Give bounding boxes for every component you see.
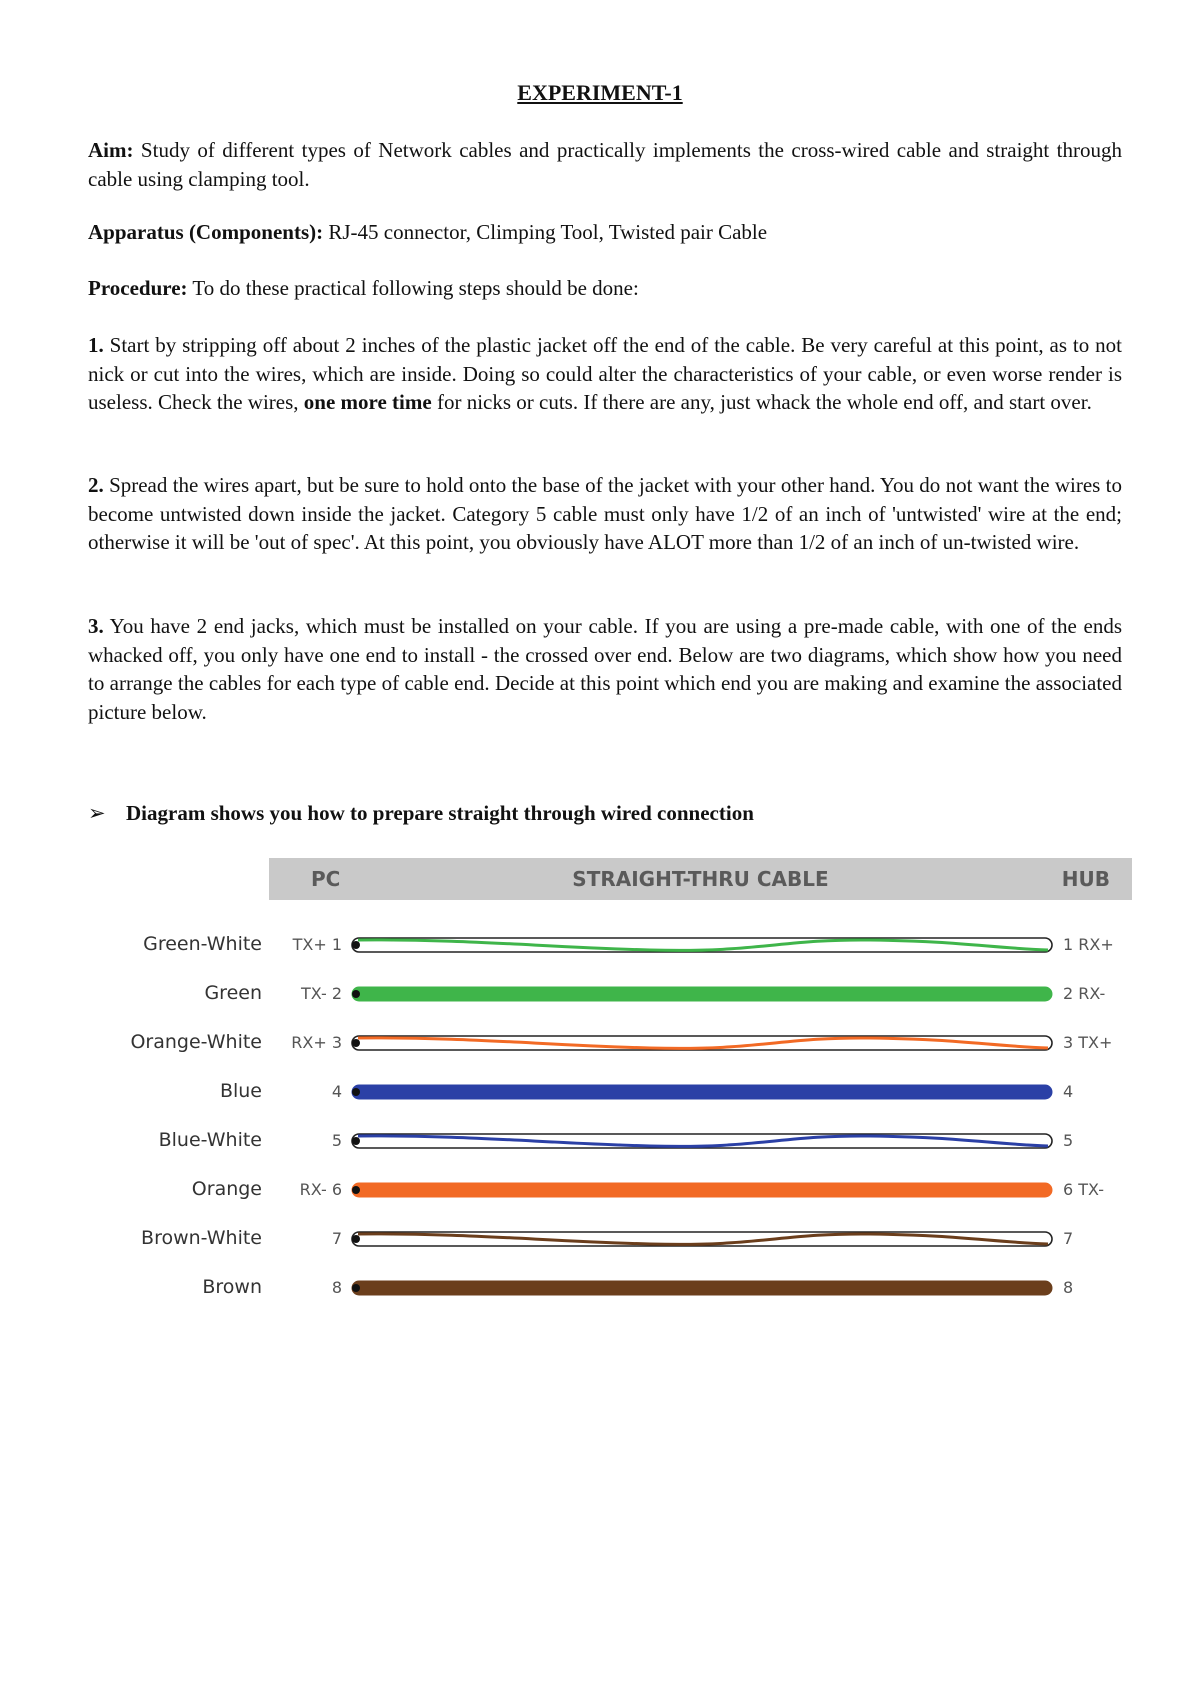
wire-color-name: Green-White xyxy=(143,933,262,955)
wire-graphic xyxy=(350,983,1055,1005)
step-3-number: 3. xyxy=(88,614,104,638)
step-1-emphasis: one more time xyxy=(303,390,432,414)
wire-connector-dot xyxy=(352,1039,360,1047)
header-pc-label: PC xyxy=(311,867,341,891)
procedure-label: Procedure: xyxy=(88,276,188,300)
wire-connector-dot xyxy=(352,1235,360,1243)
wire-graphic xyxy=(350,1032,1055,1054)
wire-connector-dot xyxy=(352,1088,360,1096)
wire-body xyxy=(352,987,1052,1001)
aim-label: Aim: xyxy=(88,138,134,162)
wire-graphic xyxy=(350,934,1055,956)
pin-right-label: 4 xyxy=(1063,1082,1074,1101)
wire-color-name: Green xyxy=(204,982,262,1004)
wire-connector-dot xyxy=(352,941,360,949)
pin-right-label: 7 xyxy=(1063,1229,1074,1248)
step-3-text: You have 2 end jacks, which must be installed on your cable. If you are using a pre-made cable, with one of the ends whacked off, you only have one end to install - the crossed over end. Below are two diagrams, which show how you need to arrange the cables for each type of cable end. Decide at this point which end you are making and examine the associated picture below. xyxy=(88,614,1122,724)
wire-row xyxy=(0,1226,1200,1256)
pin-left-label: 8 xyxy=(331,1278,342,1297)
wire-graphic xyxy=(350,1277,1055,1299)
wire-row xyxy=(0,981,1200,1011)
step-1-text-before: Start by stripping off about 2 inches of the plastic jacket off the end of the cable. Be very careful at this point, as to not nick or cut into the wires, which are inside. Doing so could alter the characteristics of your cable, or even worse render is useless. Check the wires, xyxy=(88,333,1122,414)
pin-left-label: 7 xyxy=(331,1229,342,1248)
wire-row xyxy=(0,1275,1200,1305)
diagram-header-bar xyxy=(269,858,1132,900)
wire-graphic xyxy=(350,1081,1055,1103)
wire-graphic xyxy=(350,1179,1055,1201)
pin-right-label: 6 TX- xyxy=(1063,1180,1104,1199)
wire-row xyxy=(0,1128,1200,1158)
step-2-text: Spread the wires apart, but be sure to hold onto the base of the jacket with your other hand. You do not want the wires to become untwisted down inside the jacket. Category 5 cable must only have 1/2 of an inch of 'untwisted' wire at the end; otherwise it will be 'out of spec'. At this point, you obviously have ALOT more than 1/2 of an inch of un-twisted wire. xyxy=(88,473,1122,554)
aim-text: Study of different types of Network cables and practically implements the cross-wired cable and straight through cable using clamping tool. xyxy=(88,138,1122,191)
wire-connector-dot xyxy=(352,1186,360,1194)
apparatus-paragraph xyxy=(88,218,1122,247)
wire-body xyxy=(352,1085,1052,1099)
wire-graphic xyxy=(350,1130,1055,1152)
pin-left-label: TX- 2 xyxy=(301,984,342,1003)
header-hub-label: HUB xyxy=(1061,867,1110,891)
wire-graphic xyxy=(350,1228,1055,1250)
wire-color-name: Orange-White xyxy=(130,1031,262,1053)
diagram-heading xyxy=(88,799,1122,827)
header-cable-label: STRAIGHT-THRU CABLE xyxy=(572,867,829,891)
step-1-number: 1. xyxy=(88,333,104,357)
wire-row xyxy=(0,1079,1200,1109)
wire-connector-dot xyxy=(352,1137,360,1145)
arrow-bullet-icon: ➢ xyxy=(88,801,106,825)
procedure-text: To do these practical following steps should be done: xyxy=(187,276,639,300)
aim-paragraph xyxy=(88,136,1122,193)
pin-left-label: RX- 6 xyxy=(299,1180,342,1199)
apparatus-label: Apparatus (Components): xyxy=(88,220,324,244)
step-2-paragraph xyxy=(88,471,1122,557)
experiment-title: EXPERIMENT-1 xyxy=(517,80,683,105)
pin-right-label: 8 xyxy=(1063,1278,1074,1297)
step-1-paragraph xyxy=(88,331,1122,417)
procedure-paragraph xyxy=(88,274,1122,303)
pin-left-label: TX+ 1 xyxy=(292,935,342,954)
step-3-paragraph xyxy=(88,612,1122,726)
wire-connector-dot xyxy=(352,990,360,998)
wire-row xyxy=(0,1030,1200,1060)
wire-row xyxy=(0,1177,1200,1207)
wire-color-name: Brown xyxy=(202,1276,262,1298)
wire-body xyxy=(352,1281,1052,1295)
straight-thru-diagram xyxy=(0,858,1200,1318)
pin-right-label: 3 TX+ xyxy=(1063,1033,1113,1052)
wire-color-name: Blue xyxy=(219,1080,262,1102)
apparatus-text: RJ-45 connector, Climping Tool, Twisted pair Cable xyxy=(323,220,768,244)
wire-color-name: Orange xyxy=(191,1178,262,1200)
wire-connector-dot xyxy=(352,1284,360,1292)
step-2-number: 2. xyxy=(88,473,104,497)
pin-right-label: 5 xyxy=(1063,1131,1074,1150)
pin-left-label: 4 xyxy=(331,1082,342,1101)
wire-color-name: Brown-White xyxy=(141,1227,262,1249)
pin-right-label: 1 RX+ xyxy=(1063,935,1114,954)
step-1-text-after: for nicks or cuts. If there are any, just whack the whole end off, and start over. xyxy=(431,390,1092,414)
pin-right-label: 2 RX- xyxy=(1063,984,1106,1003)
wire-row xyxy=(0,932,1200,962)
pin-left-label: 5 xyxy=(331,1131,342,1150)
pin-left-label: RX+ 3 xyxy=(291,1033,342,1052)
diagram-heading-text: Diagram shows you how to prepare straight through wired connection xyxy=(126,801,754,825)
wire-color-name: Blue-White xyxy=(158,1129,262,1151)
wire-body xyxy=(352,1183,1052,1197)
